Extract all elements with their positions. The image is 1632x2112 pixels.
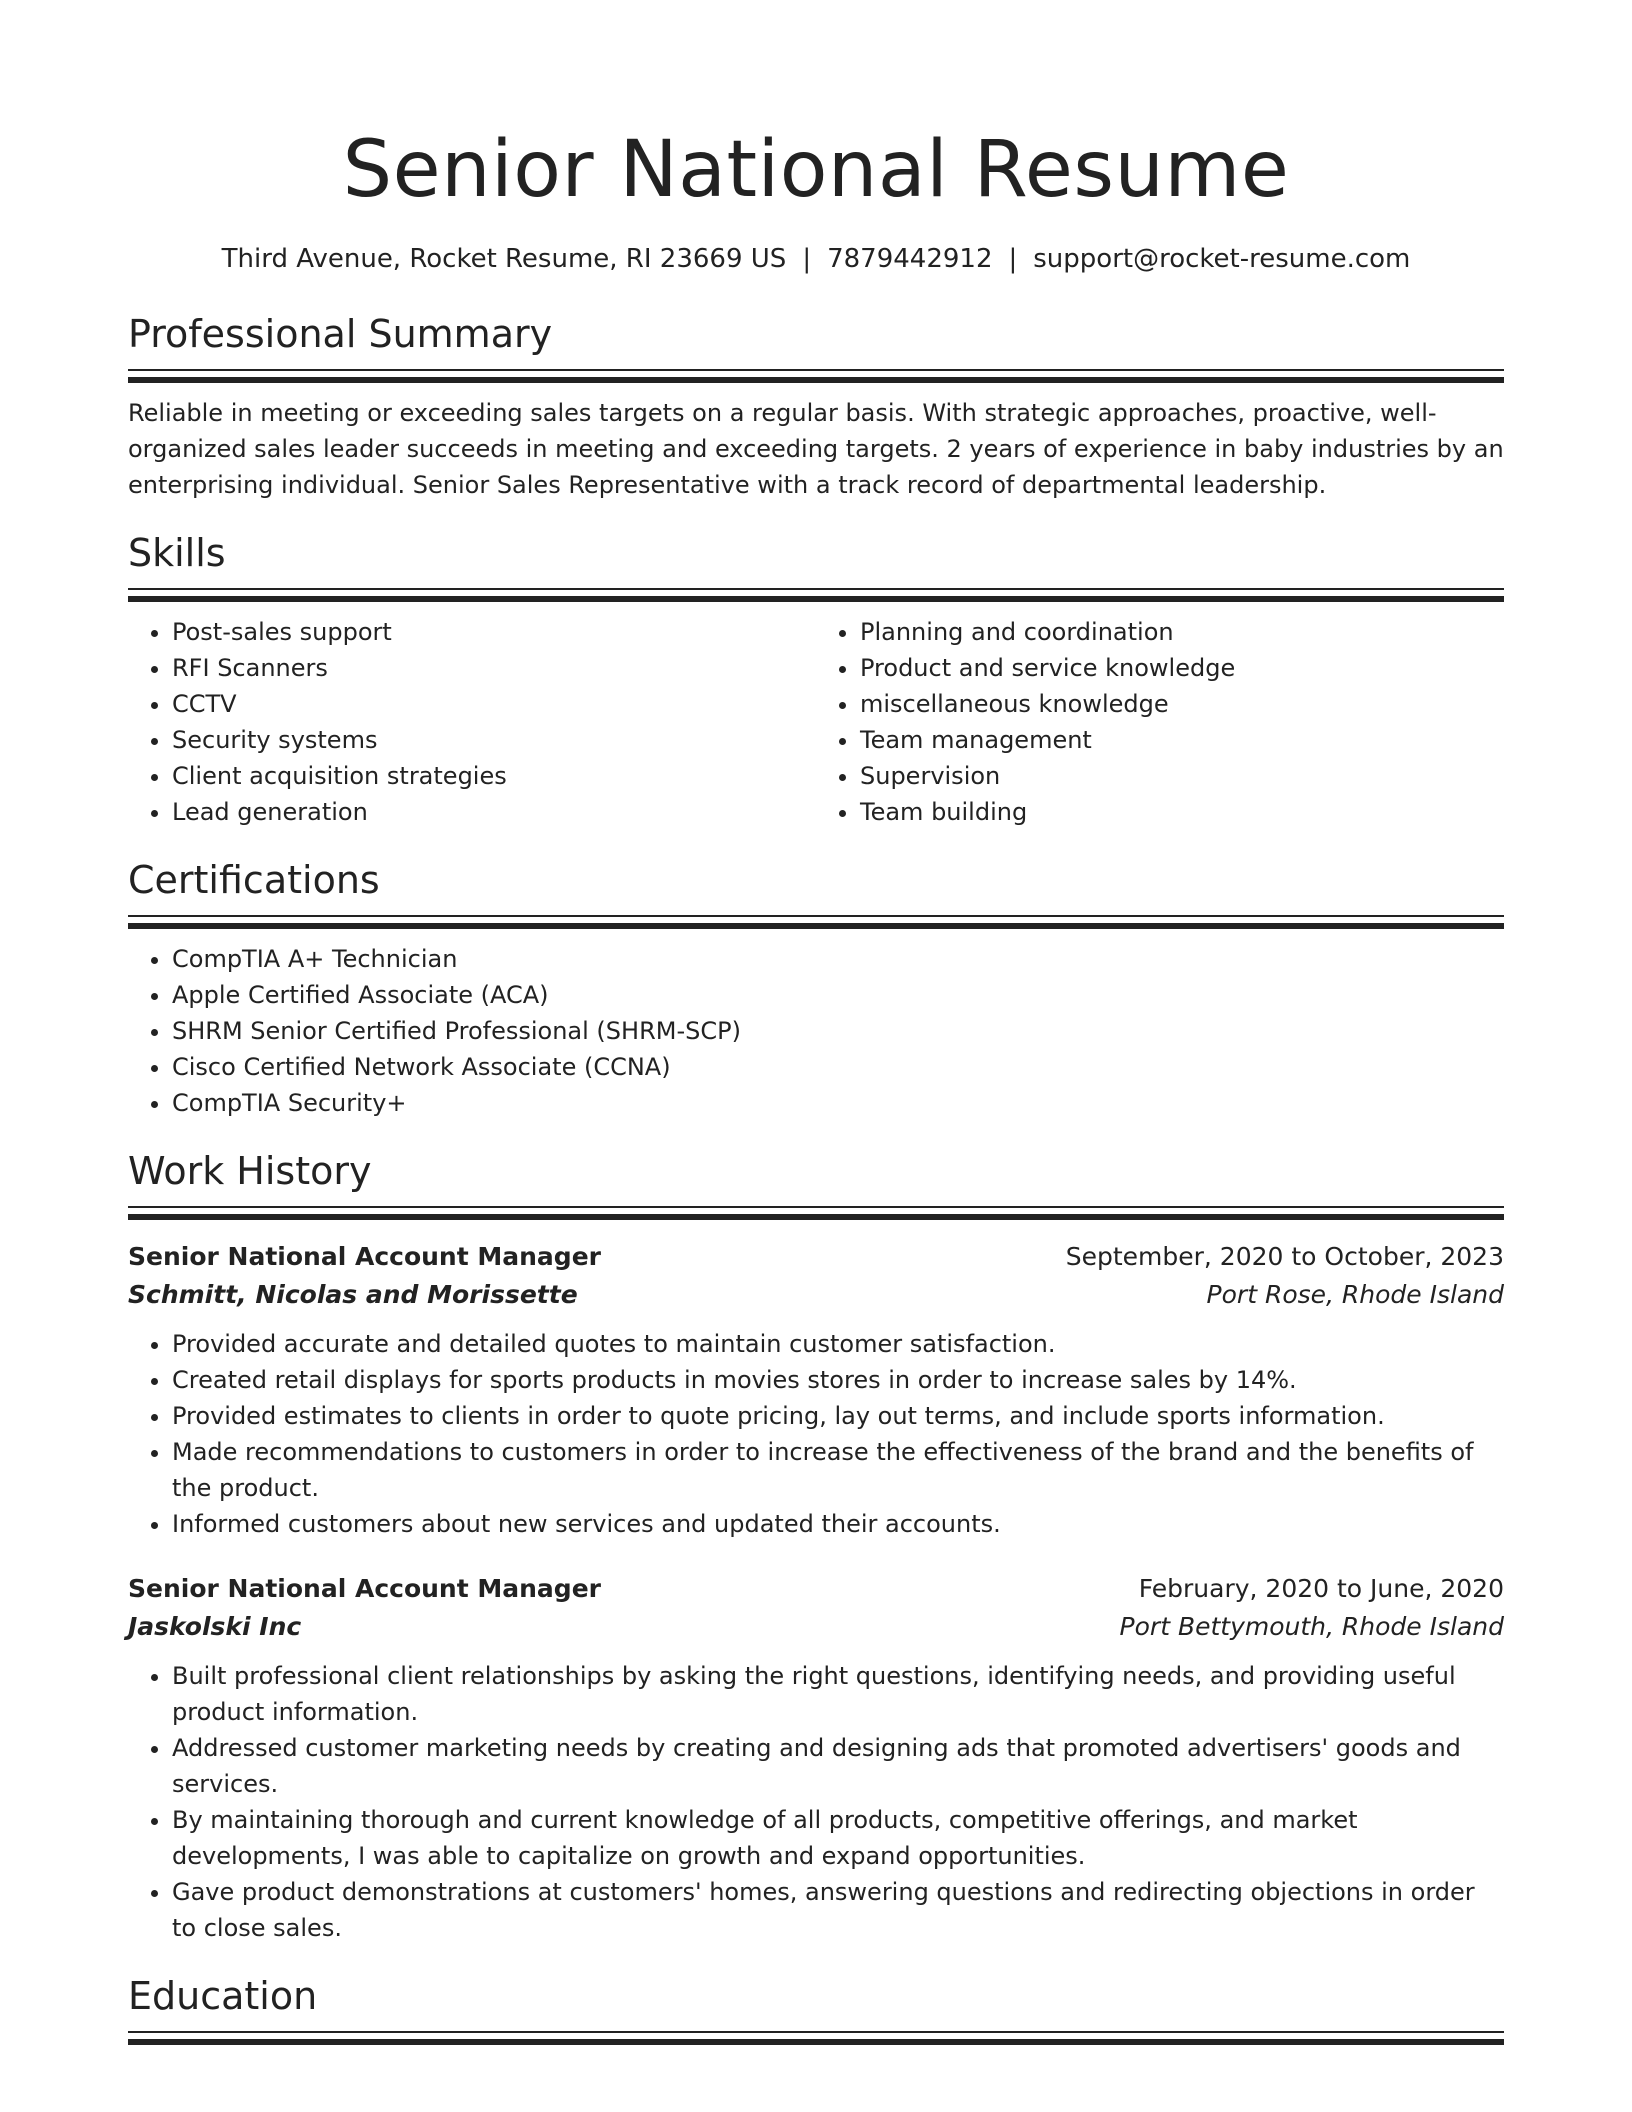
education-section [128, 1972, 1504, 2045]
certifications-section [128, 856, 1504, 1121]
contact-phone: 7879442912 [827, 244, 993, 274]
job-duty: • Built professional client relationships by asking the right questions, identifying needs, and providing useful product information. [172, 1658, 1504, 1730]
summary-text: Reliable in meeting or exceeding sales targets on a regular basis. With strategic approaches, proactive, well-organized sales leader succeeds in meeting and exceeding targets. 2 years of experience in baby industries by an enterprising individual. Senior Sales Representative with a track record of departmental leadership. [128, 399, 1504, 499]
job-title: Senior National Account Manager [128, 1574, 601, 1603]
skill-item: • Team management [860, 722, 1504, 758]
job-entry [128, 1570, 1504, 1946]
skill-item: • miscellaneous knowledge [860, 686, 1504, 722]
skill-item: • Product and service knowledge [860, 650, 1504, 686]
skills-heading: Skills [128, 531, 226, 575]
skill-item: • RFI Scanners [172, 650, 816, 686]
section-divider [128, 915, 1504, 929]
job-duty: • Created retail displays for sports products in movies stores in order to increase sales by 14%. [172, 1362, 1504, 1398]
skill-item: • Planning and coordination [860, 614, 1504, 650]
contact-separator: | [802, 244, 812, 274]
job-company: Jaskolski Inc [128, 1612, 302, 1641]
section-divider [128, 369, 1504, 383]
job-location: Port Bettymouth, Rhode Island [1119, 1612, 1504, 1641]
work-history-section [128, 1147, 1504, 1946]
resume-title: Senior National Resume [342, 125, 1290, 215]
certification-item: • CompTIA Security+ [172, 1085, 1504, 1121]
resume-page [128, 0, 1504, 2057]
certification-item: • SHRM Senior Certified Professional (SHRM-SCP) [172, 1013, 1504, 1049]
skill-item: • Supervision [860, 758, 1504, 794]
job-duty: • By maintaining thorough and current knowledge of all products, competitive offerings, and market developments, I was able to capitalize on growth and expand opportunities. [172, 1802, 1504, 1874]
job-dates: September, 2020 to October, 2023 [1065, 1242, 1504, 1271]
skills-list-right [816, 614, 1504, 830]
summary-heading: Professional Summary [128, 312, 553, 356]
job-duty: • Provided estimates to clients in order to quote pricing, lay out terms, and include sports information. [172, 1398, 1504, 1434]
education-heading: Education [128, 1974, 318, 2018]
skill-item: • Client acquisition strategies [172, 758, 816, 794]
section-divider [128, 2031, 1504, 2045]
contact-address: Third Avenue, Rocket Resume, RI 23669 US [221, 244, 787, 274]
job-company: Schmitt, Nicolas and Morissette [128, 1280, 578, 1309]
job-duty: • Addressed customer marketing needs by creating and designing ads that promoted advertisers' goods and services. [172, 1730, 1504, 1802]
skills-list-left [128, 614, 816, 830]
job-header [128, 1238, 1504, 1276]
job-duty: • Gave product demonstrations at customers' homes, answering questions and redirecting objections in order to close sales. [172, 1874, 1504, 1946]
certifications-list [128, 941, 1504, 1121]
section-divider [128, 1206, 1504, 1220]
skill-item: • Lead generation [172, 794, 816, 830]
contact-line [128, 242, 1504, 276]
skill-item: • Team building [860, 794, 1504, 830]
certification-item: • Cisco Certified Network Associate (CCNA) [172, 1049, 1504, 1085]
job-subheader [128, 1276, 1504, 1314]
skill-item: • CCTV [172, 686, 816, 722]
contact-email: support@rocket-resume.com [1033, 244, 1411, 274]
certification-item: • Apple Certified Associate (ACA) [172, 977, 1504, 1013]
skill-item: • Security systems [172, 722, 816, 758]
summary-section [128, 310, 1504, 503]
contact-separator: | [1008, 244, 1018, 274]
job-duties-list [128, 1658, 1504, 1946]
job-duty: • Made recommendations to customers in order to increase the effectiveness of the brand and the benefits of the product. [172, 1434, 1504, 1506]
job-subheader [128, 1608, 1504, 1646]
work-history-heading: Work History [128, 1149, 372, 1193]
skill-item: • Post-sales support [172, 614, 816, 650]
skills-section [128, 529, 1504, 830]
section-divider [128, 588, 1504, 602]
certifications-heading: Certifications [128, 858, 380, 902]
job-entry [128, 1238, 1504, 1542]
skills-columns [128, 614, 1504, 830]
job-location: Port Rose, Rhode Island [1206, 1280, 1504, 1309]
job-duty: • Provided accurate and detailed quotes to maintain customer satisfaction. [172, 1326, 1504, 1362]
certification-item: • CompTIA A+ Technician [172, 941, 1504, 977]
job-duties-list [128, 1326, 1504, 1542]
job-duty: • Informed customers about new services and updated their accounts. [172, 1506, 1504, 1542]
job-title: Senior National Account Manager [128, 1242, 601, 1271]
job-dates: February, 2020 to June, 2020 [1138, 1574, 1504, 1603]
job-header [128, 1570, 1504, 1608]
